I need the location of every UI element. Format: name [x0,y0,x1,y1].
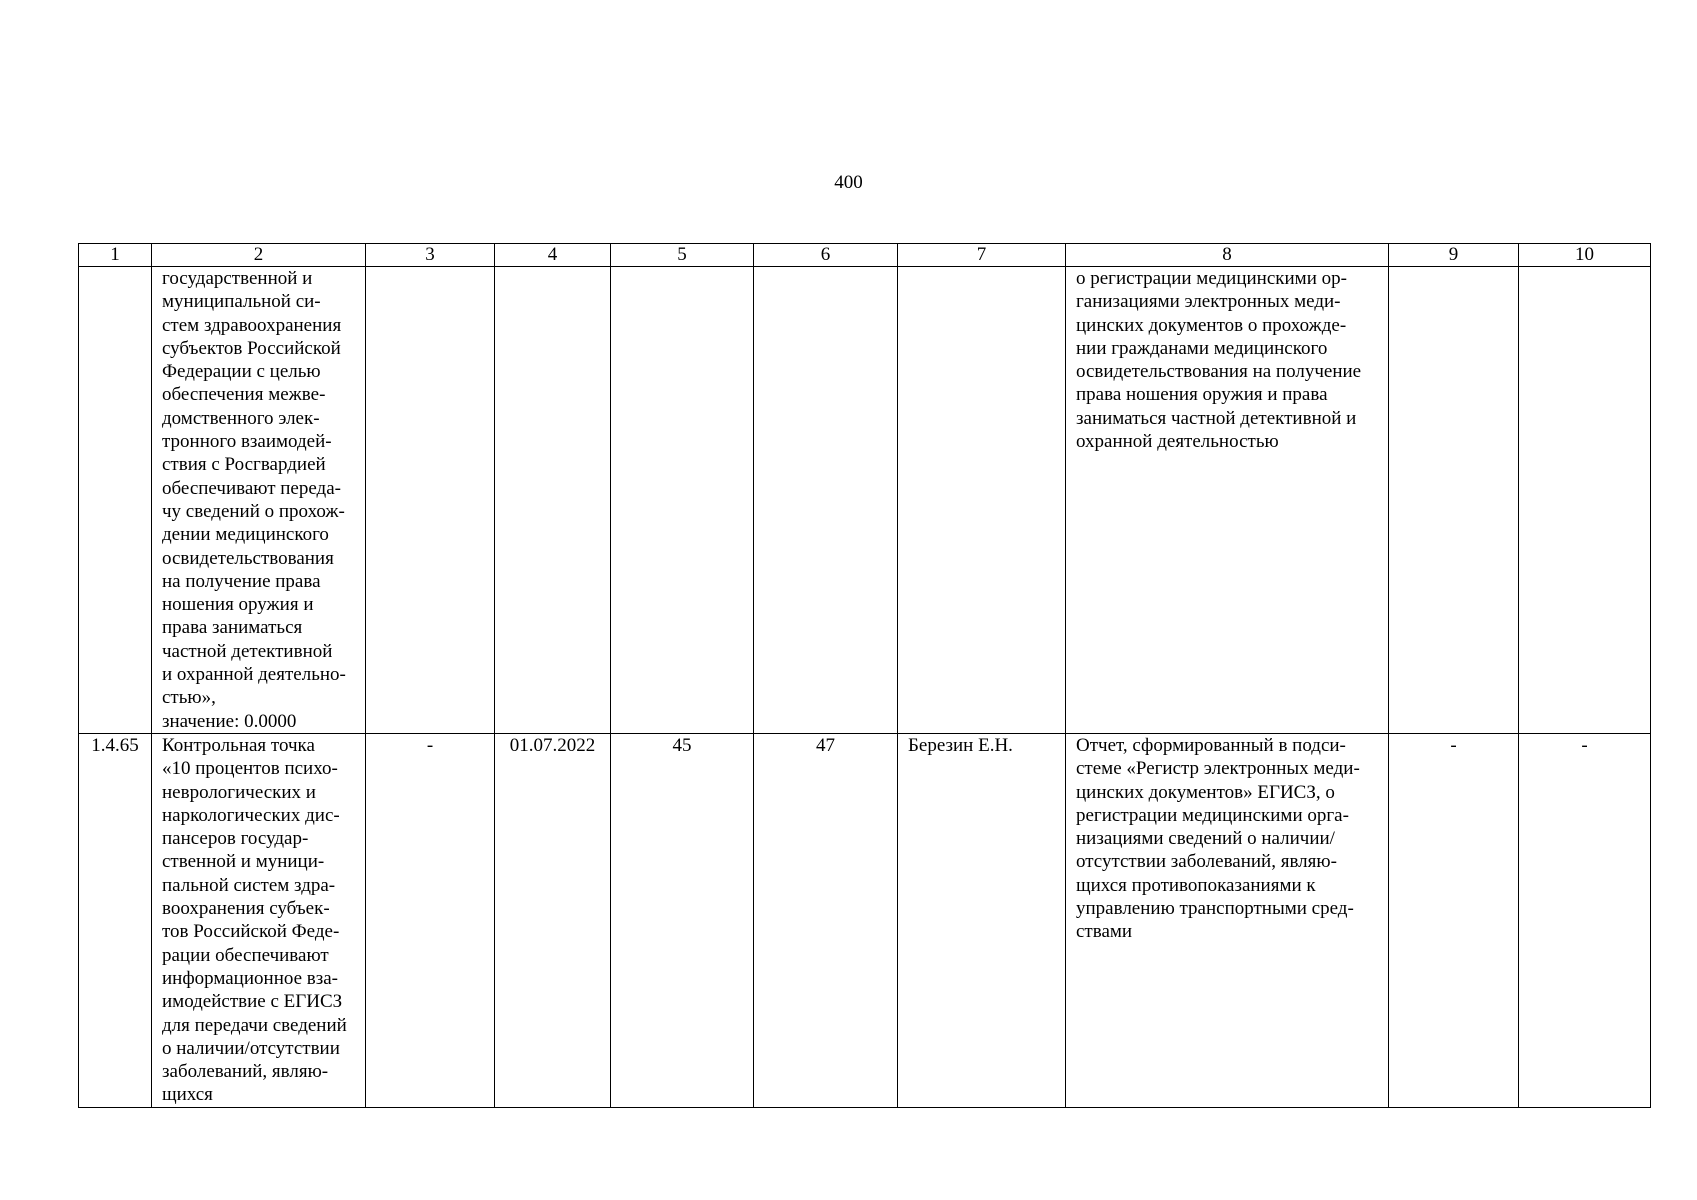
text-line: щихся противопоказаниями к [1076,874,1316,896]
text-line: обеспечения межве- [162,384,326,406]
header-col-2: 2 [152,244,366,267]
plan-table [78,243,1651,1108]
text-line: ствия с Росгвардией [162,454,326,476]
text-line: на получение права [162,570,321,592]
text-line: тов Российской Феде- [162,921,340,943]
text-line: освидетельствования на получение [1076,361,1362,383]
text-line: муниципальной си- [162,291,321,313]
text-line: наркологических дис- [162,804,340,826]
cell-col-3: - [366,733,495,1107]
header-col-6: 6 [754,244,898,267]
text-line: стью», [162,687,216,709]
text-line: значение: 0.0000 [162,710,297,732]
text-line: заниматься частной детективной и [1076,407,1357,429]
cell-col-4 [495,267,611,734]
text-line: для передачи сведений [162,1014,347,1036]
text-line: цинских документов о прохожде- [1076,314,1347,336]
text-line: низациями сведений о наличии/ [1076,828,1335,850]
text-line: управлению транспортными сред- [1076,898,1354,920]
cell-document [1066,733,1389,1107]
cell-col-5: 45 [611,733,754,1107]
text-line: освидетельствования [162,547,334,569]
header-col-10: 10 [1519,244,1651,267]
text-line: ганизациями электронных меди- [1076,291,1341,313]
text-line: щихся [162,1084,213,1106]
text-line: стеме «Регистр электронных меди- [1076,758,1360,780]
header-col-1: 1 [79,244,152,267]
table-row-continuation [79,267,1651,734]
text-line: обеспечивают переда- [162,477,341,499]
header-col-4: 4 [495,244,611,267]
table-row-1-4-65 [79,733,1651,1107]
text-line: Федерации с целью [162,361,321,383]
cell-col-6 [754,267,898,734]
header-row [79,244,1651,267]
cell-col-10 [1519,267,1651,734]
header-col-9: 9 [1389,244,1519,267]
text-line: ношения оружия и [162,594,314,616]
cell-number: 1.4.65 [79,733,152,1107]
cell-col-9 [1389,267,1519,734]
text-line: права заниматься [162,617,303,639]
header-col-7: 7 [898,244,1066,267]
text-line: регистрации медицинскими орга- [1076,804,1349,826]
text-line: воохранения субъек- [162,898,330,920]
text-line: частной детективной [162,640,333,662]
cell-col-7 [898,267,1066,734]
text-line: информационное вза- [162,967,339,989]
text-line: субъектов Российской [162,337,341,359]
cell-description [152,733,366,1107]
text-line: и охранной деятельно- [162,664,346,686]
text-line: домственного элек- [162,407,320,429]
text-line: заболеваний, являю- [162,1061,329,1083]
text-line: тронного взаимодей- [162,431,332,453]
text-line: отсутствии заболеваний, являю- [1076,851,1337,873]
header-col-3: 3 [366,244,495,267]
text-line: дении медицинского [162,524,329,546]
page-number: 400 [834,172,863,193]
text-line: государственной и [162,268,313,289]
cell-document [1066,267,1389,734]
text-line: рации обеспечивают [162,944,329,966]
cell-col-9: - [1389,733,1519,1107]
cell-date: 01.07.2022 [495,733,611,1107]
text-line: Контрольная точка [162,734,315,756]
cell-col-10: - [1519,733,1651,1107]
text-line: «10 процентов психо- [162,758,338,780]
cell-number [79,267,152,734]
text-line: имодействие с ЕГИСЗ [162,991,343,1013]
cell-responsible: Березин Е.Н. [898,733,1066,1107]
cell-col-3 [366,267,495,734]
text-line: ственной и муници- [162,851,325,873]
text-line: ствами [1076,921,1133,943]
header-col-8: 8 [1066,244,1389,267]
cell-description [152,267,366,734]
text-line: цинских документов» ЕГИСЗ, о [1076,781,1335,803]
text-line: о наличии/отсутствии [162,1037,340,1059]
text-line: пальной систем здра- [162,874,336,896]
text-line: нии гражданами медицинского [1076,337,1328,359]
text-line: Отчет, сформированный в подси- [1076,734,1346,756]
cell-col-6: 47 [754,733,898,1107]
text-line: о регистрации медицинскими ор- [1076,268,1347,289]
text-line: чу сведений о прохож- [162,500,345,522]
text-line: пансеров государ- [162,828,309,850]
text-line: права ношения оружия и права [1076,384,1328,406]
text-line: охранной деятельностью [1076,431,1279,453]
text-line: неврологических и [162,781,316,803]
text-line: стем здравоохранения [162,314,342,336]
header-col-5: 5 [611,244,754,267]
cell-col-5 [611,267,754,734]
